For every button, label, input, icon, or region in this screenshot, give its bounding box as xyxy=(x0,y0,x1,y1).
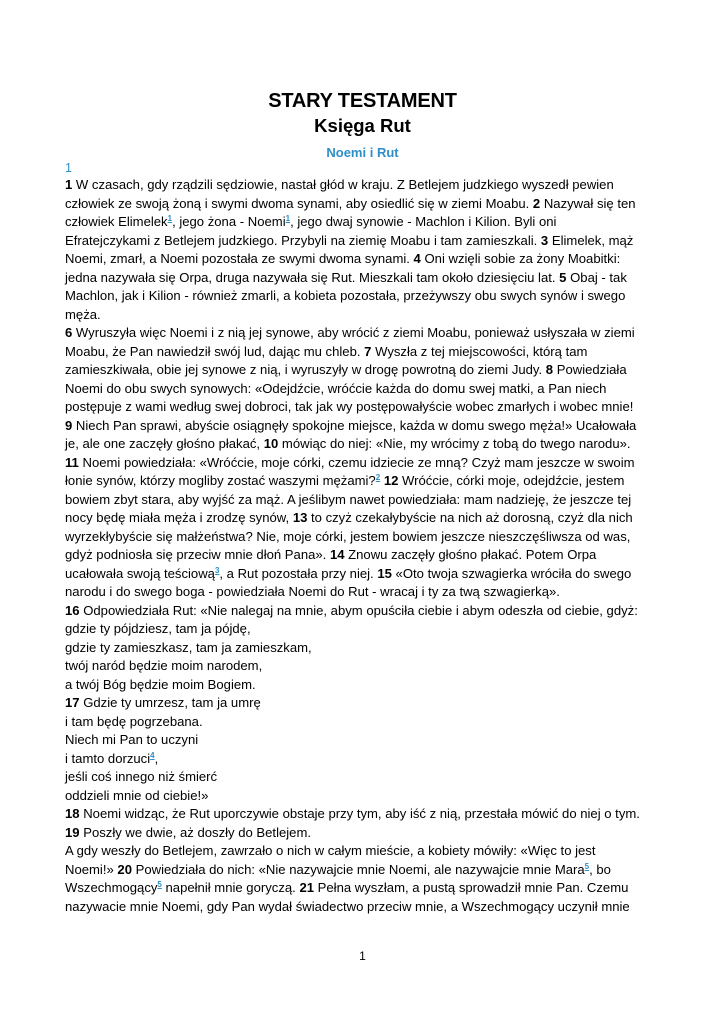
text-segment: napełnił mnie goryczą. xyxy=(161,880,300,895)
text-line xyxy=(65,343,660,362)
text-segment: męża. xyxy=(65,306,101,322)
text-line xyxy=(65,250,660,269)
text-line xyxy=(65,269,660,288)
text-segment: twój naród będzie moim narodem, xyxy=(65,658,263,673)
text-segment: gdzie ty pójdziesz, tam ja pójdę, xyxy=(65,621,251,636)
text-line xyxy=(65,435,660,454)
page-number: 1 xyxy=(359,949,366,963)
verse-number: 11 xyxy=(65,454,79,470)
verse-number: 15 xyxy=(377,565,392,581)
footnote-link[interactable]: 4 xyxy=(150,750,155,760)
text-line xyxy=(65,620,660,639)
text-segment: postępuje z wami według swej dobroci, tak jak wy postępowałyście wobec zmarłych i wobec mnie! xyxy=(65,399,634,414)
text-segment: , a Rut pozostała przy niej. xyxy=(219,565,378,581)
verse-number: 17 xyxy=(65,695,80,710)
text-segment: narodu i do swego boga - powiedziała Noemi do Rut - wracaj i ty za twą szwagierką». xyxy=(65,584,560,599)
text-line xyxy=(65,713,660,732)
text-line xyxy=(65,768,660,787)
text-line xyxy=(65,898,660,917)
text-line xyxy=(65,509,660,528)
text-line xyxy=(65,565,660,584)
text-segment: Oni wzięli sobie za żony Moabitki: xyxy=(420,251,621,266)
verse-number: 10 xyxy=(263,436,279,451)
text-segment: , bo xyxy=(589,861,611,877)
text-segment: je, ale one zaczęły głośno płakać, xyxy=(65,436,264,451)
text-line xyxy=(65,380,660,399)
text-line xyxy=(65,787,660,806)
verse-number: 7 xyxy=(364,343,372,359)
verse-number: 1 xyxy=(65,177,73,192)
text-line xyxy=(65,472,660,491)
text-segment: Noemi do obu swych synowych: «Odejdźcie, wróćcie każda do domu swej matki, a Pan niech xyxy=(65,380,607,396)
book-title: Księga Rut xyxy=(314,115,411,136)
footnote-link[interactable]: 5 xyxy=(157,880,162,889)
text-line xyxy=(65,324,660,343)
text-line xyxy=(65,546,660,565)
text-segment: zamieszkiwała, obie jej synowe z nią, i wyruszyły w drogę powrotną do ziemi Judy. xyxy=(65,362,546,377)
text-line xyxy=(65,176,660,195)
footnote-link[interactable]: 2 xyxy=(375,473,381,482)
text-segment: Powiedziała do nich: «Nie nazywajcie mnie Noemi, ale nazywajcie mnie Mara xyxy=(131,861,585,877)
text-segment: Nazywał się ten xyxy=(540,195,636,211)
verse-number: 5 xyxy=(559,269,567,285)
chapter-number: 1 xyxy=(65,161,72,175)
text-segment: jedna nazywała się Orpa, druga nazywała się Rut. Mieszkali tam około dziesięciu lat. xyxy=(65,269,560,285)
text-line xyxy=(65,824,660,843)
text-segment: to czyż czekałybyście na nich aż dorosną, czyż dla nich xyxy=(307,510,633,525)
text-segment: , jego dwaj synowie - Machlon i Kilion. Byli oni xyxy=(290,214,557,229)
text-segment: Niech mi Pan to uczyni xyxy=(65,732,199,747)
text-segment: Elimelek, mąż xyxy=(548,232,634,248)
footnote-link[interactable]: 1 xyxy=(285,214,291,223)
text-line xyxy=(65,805,660,824)
text-segment: Noemi powiedziała: «Wróćcie, moje córki, czemu idziecie ze mną? Czyż mam jeszcze w swoim xyxy=(78,454,635,470)
text-segment: , jego żona - Noemi xyxy=(172,214,286,229)
verse-number: 14 xyxy=(329,547,345,562)
verse-number: 19 xyxy=(65,824,80,840)
text-line xyxy=(65,491,660,510)
text-segment: W czasach, gdy rządzili sędziowie, nastał głód w kraju. Z Betlejem judzkiego wyszedł pewien xyxy=(72,177,614,192)
text-segment: Machlon, jak i Kilion - również zmarli, a kobieta pozostała, przeżywszy obu swych synów i swego xyxy=(65,288,626,303)
footnote-link[interactable]: 1 xyxy=(167,214,173,223)
text-line xyxy=(65,842,660,861)
text-segment: Gdzie ty umrzesz, tam ja umrę xyxy=(79,695,261,710)
verse-number: 12 xyxy=(383,473,399,488)
text-segment: Obaj - tak xyxy=(566,269,627,285)
verse-number: 16 xyxy=(65,602,80,618)
verse-number: 3 xyxy=(540,232,549,248)
text-segment: «Oto twoja szwagierka wróciła do swego xyxy=(391,565,632,581)
verse-number: 8 xyxy=(545,362,554,377)
text-segment: nazywacie mnie Noemi, gdy Pan wydał świadectwo przeciw mnie, a Wszechmogący uczynił mnie xyxy=(65,898,630,914)
text-segment: Poszły we dwie, aż doszły do Betlejem. xyxy=(79,824,312,840)
text-line xyxy=(65,195,660,214)
text-segment: Moabu, że Pan nawiedził swój lud, dając mu chleb. xyxy=(65,343,365,359)
text-line xyxy=(65,454,660,473)
text-segment: a twój Bóg będzie moim Bogiem. xyxy=(65,676,256,692)
text-line xyxy=(65,694,660,713)
text-line xyxy=(65,232,660,251)
text-line xyxy=(65,750,660,769)
text-line xyxy=(65,213,660,232)
text-segment: Powiedziała xyxy=(553,362,627,377)
text-segment: , xyxy=(154,750,159,766)
text-segment: łonie synów, którzy mogliby zostać waszymi mężami? xyxy=(65,473,376,488)
footnote-link[interactable]: 5 xyxy=(584,861,590,871)
document-title: STARY TESTAMENT xyxy=(268,90,457,112)
body-text xyxy=(65,176,660,916)
text-segment: gdzie ty zamieszkasz, tam ja zamieszkam, xyxy=(65,639,312,655)
text-line xyxy=(65,287,660,306)
text-line xyxy=(65,676,660,695)
text-segment: wyrzekłybyście się małżeństwa? Nie, moje córki, jestem bowiem jeszcze nieszczęśliwsza od was, xyxy=(65,528,631,544)
text-segment: Niech Pan sprawi, abyście osiągnęły spokojne miejsce, każda w domu swego męża!» Ucałowała xyxy=(72,417,637,433)
verse-number: 2 xyxy=(532,195,541,211)
text-line xyxy=(65,398,660,417)
verse-number: 20 xyxy=(117,861,132,877)
verse-number: 9 xyxy=(65,417,73,433)
text-segment: Noemi widząc, że Rut uporczywie obstaje przy tym, aby iść z nią, przestała mówić do niej o tym. xyxy=(79,806,640,821)
text-line xyxy=(65,731,660,750)
text-line xyxy=(65,306,660,325)
text-line xyxy=(65,361,660,380)
section-heading: Noemi i Rut xyxy=(326,145,399,160)
footnote-link[interactable]: 3 xyxy=(214,565,220,575)
text-segment: Wróćcie, córki moje, odejdźcie, jestem xyxy=(398,473,625,488)
text-line xyxy=(65,602,660,621)
verse-number: 6 xyxy=(65,325,73,340)
text-line xyxy=(65,528,660,547)
text-segment: Wyszła z tej miejscowości, którą tam xyxy=(371,343,588,359)
text-segment: mówiąc do niej: «Nie, my wrócimy z tobą do twego narodu». xyxy=(278,436,631,451)
text-segment: Znowu zaczęły głośno płakać. Potem Orpa xyxy=(344,547,597,562)
text-line xyxy=(65,861,660,880)
verse-number: 18 xyxy=(65,806,80,821)
verse-number: 4 xyxy=(413,251,421,266)
text-line xyxy=(65,639,660,658)
text-line xyxy=(65,417,660,436)
verse-number: 21 xyxy=(299,880,315,895)
text-segment: Efratejczykami z Betlejem judzkiego. Przybyli na ziemię Moabu i tam zamieszkali. xyxy=(65,232,541,248)
text-segment: człowiek ze swoją żoną i swymi dwoma synami, aby osiedlić się w ziemi Moabu. xyxy=(65,195,533,211)
text-line xyxy=(65,879,660,898)
text-line xyxy=(65,657,660,676)
text-segment: Pełna wyszłam, a pustą sprowadził mnie Pan. Czemu xyxy=(314,880,629,895)
text-segment: ucałowała swoją teściową xyxy=(65,565,215,581)
text-segment: Noemi, zmarł, a Noemi pozostała ze swymi dwoma synami. xyxy=(65,251,414,266)
text-segment: Odpowiedziała Rut: «Nie nalegaj na mnie, abym opuściła ciebie i abym odeszła od ciebie, gdyż: xyxy=(79,602,638,618)
text-segment: bowiem zbyt stara, aby wyjść za mąż. A jeślibym nawet powiedziała: mam nadzieję, że jeszcze tej xyxy=(65,491,632,507)
text-segment: nocy będę miała męża i zrodzę synów, xyxy=(65,510,293,525)
text-segment: człowiek Elimelek xyxy=(65,214,168,229)
text-segment: oddzieli mnie od ciebie!» xyxy=(65,787,209,803)
text-segment: i tamto dorzuci xyxy=(65,750,151,766)
text-segment: A gdy weszły do Betlejem, zawrzało o nich w całym mieście, a kobiety mówiły: «Więc to jest xyxy=(65,843,596,858)
text-segment: Noemi!» xyxy=(65,861,118,877)
text-segment: jeśli coś innego niż śmierć xyxy=(65,769,218,784)
text-segment: gdyż podniosła się przeciw mnie dłoń Pana». xyxy=(65,547,330,562)
text-segment: i tam będę pogrzebana. xyxy=(65,713,203,729)
text-segment: Wszechmogący xyxy=(65,880,158,895)
text-line xyxy=(65,583,660,602)
text-segment: Wyruszyła więc Noemi i z nią jej synowe, aby wrócić z ziemi Moabu, ponieważ usłyszała w ziemi xyxy=(72,325,635,340)
verse-number: 13 xyxy=(292,510,308,525)
